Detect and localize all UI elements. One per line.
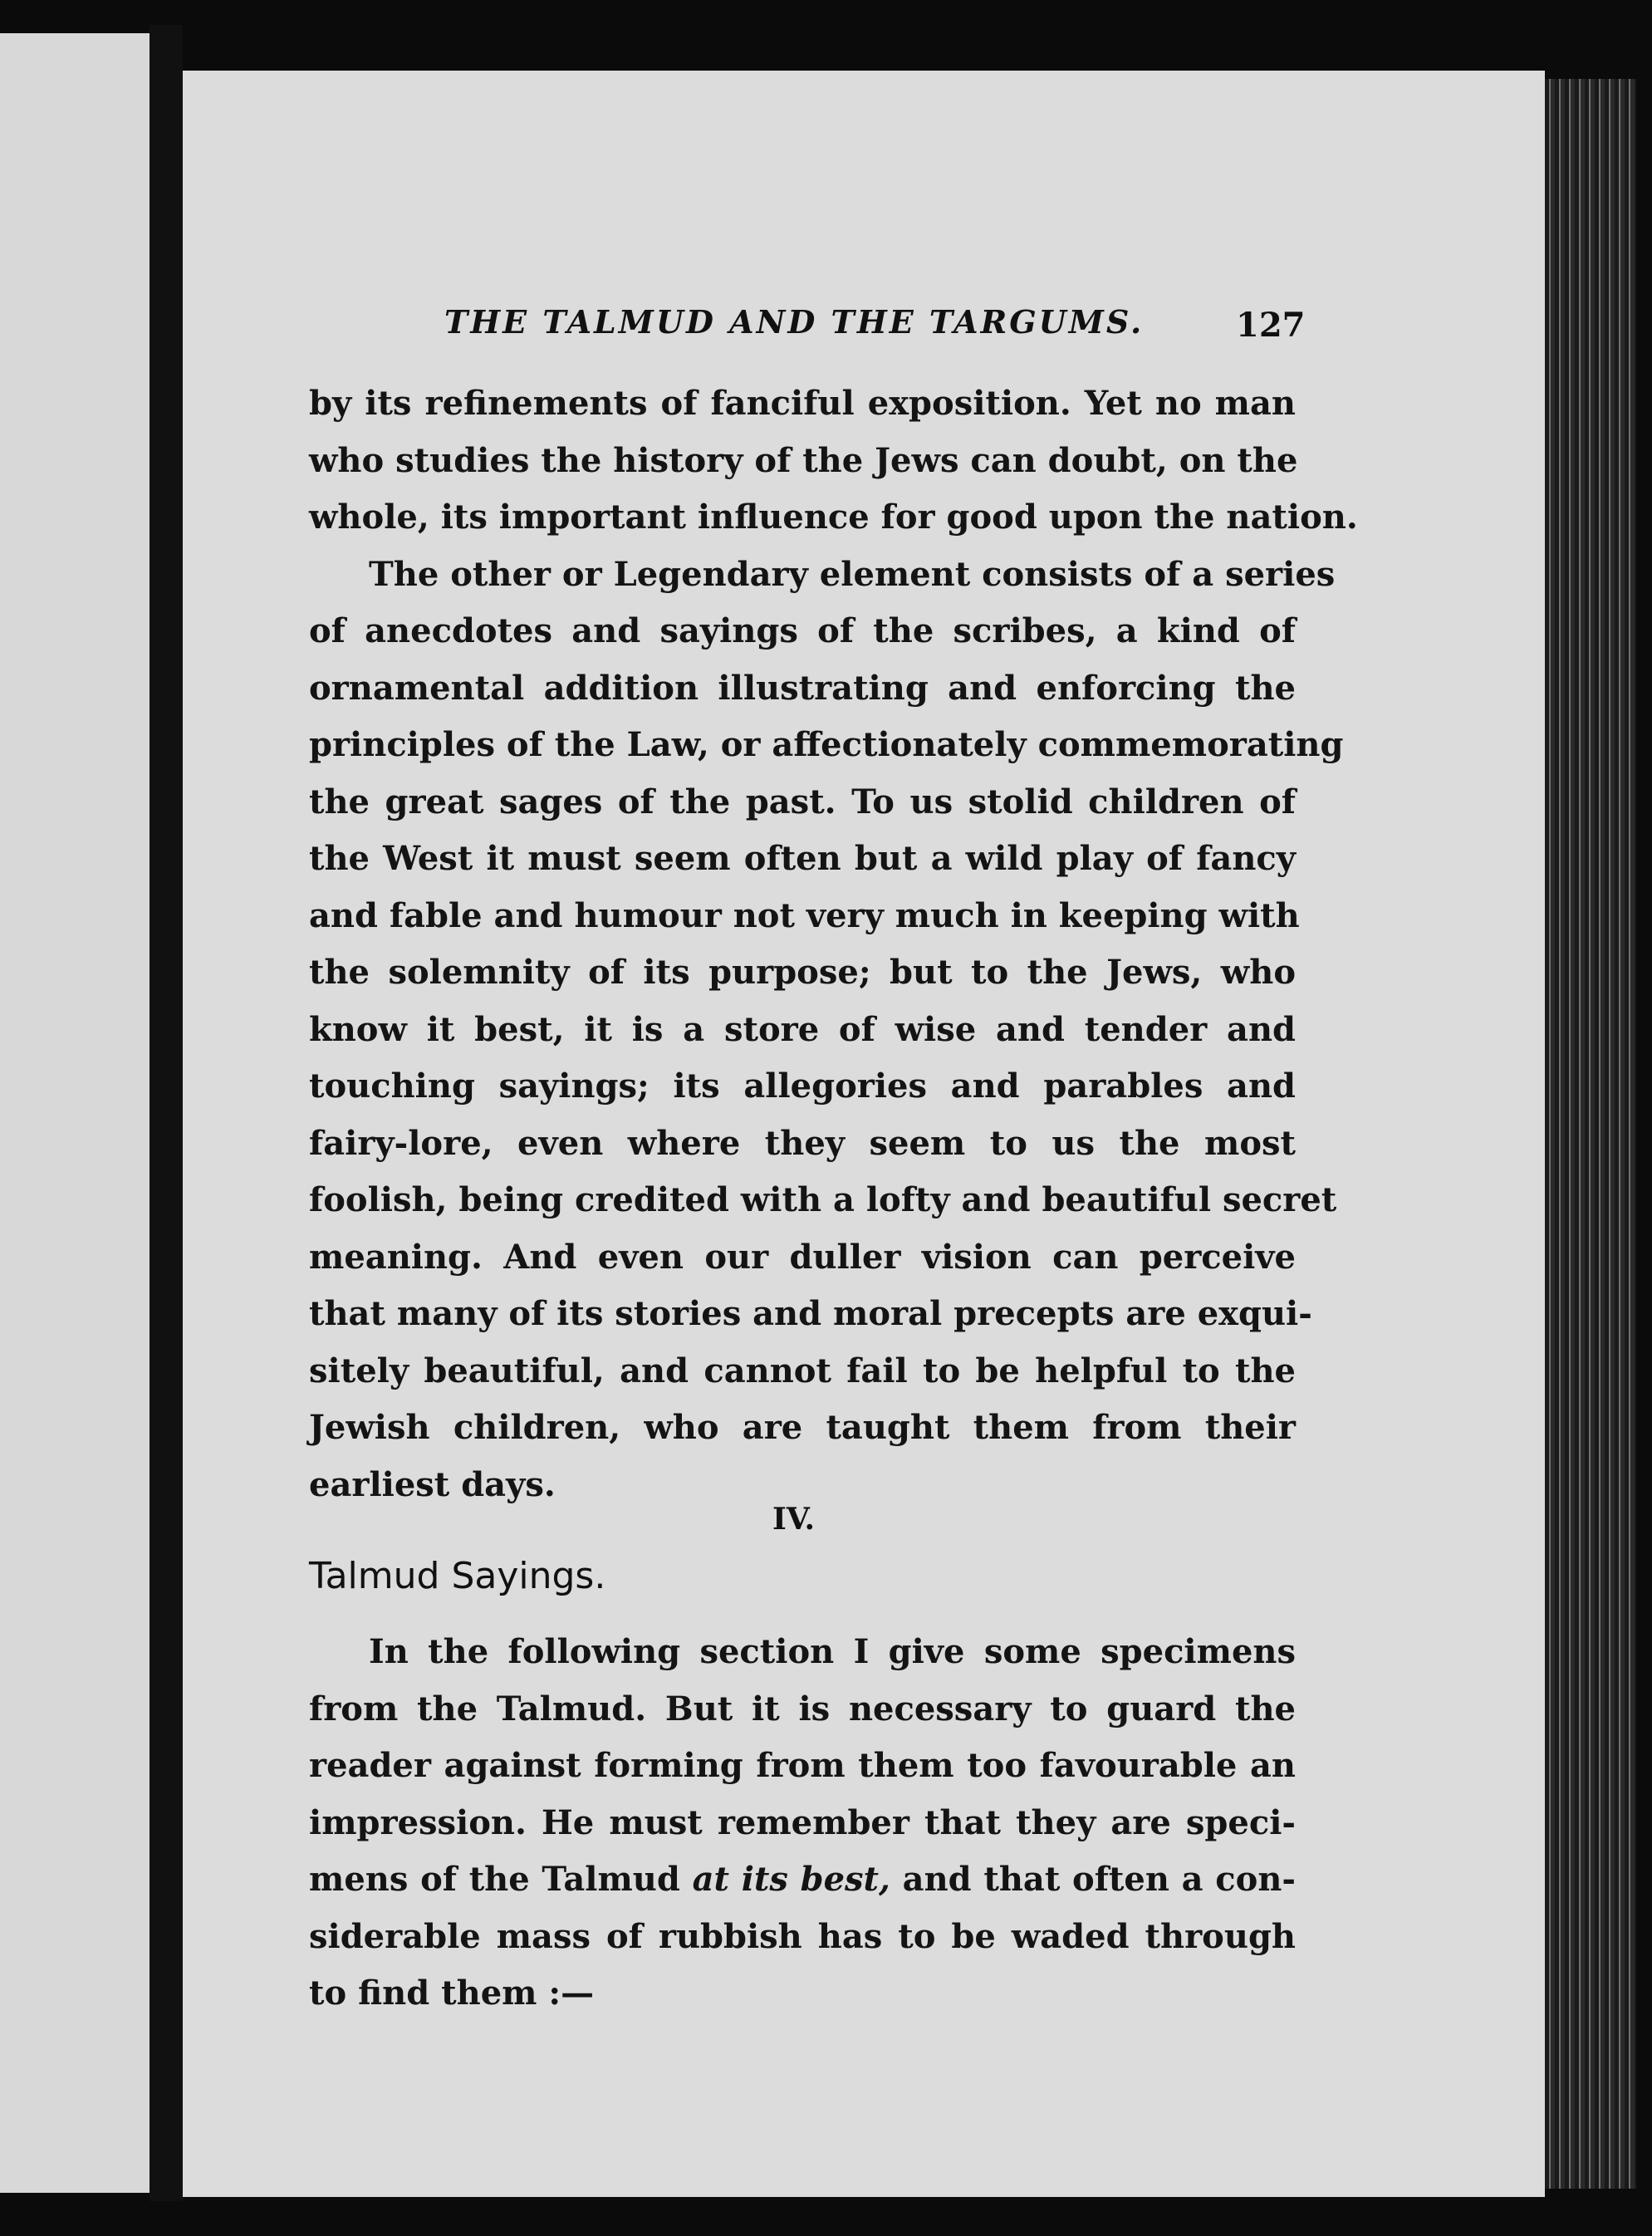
text-line: to find them :— bbox=[309, 1974, 595, 2013]
text-line: earliest days. bbox=[309, 1464, 556, 1504]
text-line: know it best, it is a store of wise and tender and bbox=[309, 1009, 1296, 1049]
page-edges-right bbox=[1545, 79, 1636, 2189]
text-line: the West it must seem often but a wild play of fancy bbox=[309, 839, 1296, 878]
text-line: from the Talmud. But it is necessary to guard the bbox=[309, 1689, 1296, 1728]
section-number: IV. bbox=[772, 1502, 816, 1537]
text-line: reader against forming from them too favourable an bbox=[309, 1746, 1296, 1785]
text-line: of anecdotes and sayings of the scribes, a kind of bbox=[309, 611, 1296, 650]
text-line: The other or Legendary element consists of a series bbox=[369, 554, 1336, 594]
book-gutter bbox=[150, 25, 183, 2201]
italic-phrase: at its best, bbox=[692, 1860, 890, 1899]
running-head: THE TALMUD AND THE TARGUMS. bbox=[444, 303, 1145, 341]
text-line: and fable and humour not very much in keeping with bbox=[309, 895, 1300, 935]
text-line: that many of its stories and moral precepts are exqui- bbox=[309, 1294, 1312, 1333]
page-number: 127 bbox=[1236, 306, 1306, 345]
text-line: whole, its important influence for good upon the nation. bbox=[309, 498, 1358, 537]
text-line: fairy-lore, even where they seem to us the most bbox=[309, 1123, 1296, 1163]
text-line: sitely beautiful, and cannot fail to be helpful to the bbox=[309, 1351, 1296, 1390]
text-run: and that often a con- bbox=[890, 1860, 1296, 1899]
body-text bbox=[309, 375, 1358, 1513]
text-line: the great sages of the past. To us stolid children of bbox=[309, 782, 1296, 821]
body-text-section bbox=[309, 1624, 1296, 2023]
text-line: touching sayings; its allegories and parables and bbox=[309, 1067, 1296, 1106]
text-line-with-italic bbox=[309, 1851, 1296, 1909]
text-line: principles of the Law, or affectionately commemorating bbox=[309, 725, 1344, 764]
text-line: the solemnity of its purpose; but to the Jews, who bbox=[309, 953, 1296, 992]
text-line: ornamental addition illustrating and enforcing the bbox=[309, 668, 1296, 708]
text-line: meaning. And even our duller vision can perceive bbox=[309, 1237, 1296, 1277]
text-line: siderable mass of rubbish has to be waded through bbox=[309, 1916, 1296, 1956]
text-line: foolish, being credited with a lofty and beautiful secret bbox=[309, 1180, 1337, 1219]
text-line: who studies the history of the Jews can doubt, on the bbox=[309, 440, 1298, 480]
text-line: In the following section I give some specimens bbox=[369, 1632, 1296, 1671]
section-title: Talmud Sayings. bbox=[309, 1555, 606, 1597]
text-line: by its refinements of fanciful exposition. Yet no man bbox=[309, 384, 1296, 423]
text-line: impression. He must remember that they are speci- bbox=[309, 1802, 1296, 1842]
left-page-edge bbox=[0, 33, 150, 2193]
text-run: mens of the Talmud bbox=[309, 1860, 693, 1899]
text-line: Jewish children, who are taught them from their bbox=[309, 1408, 1296, 1447]
